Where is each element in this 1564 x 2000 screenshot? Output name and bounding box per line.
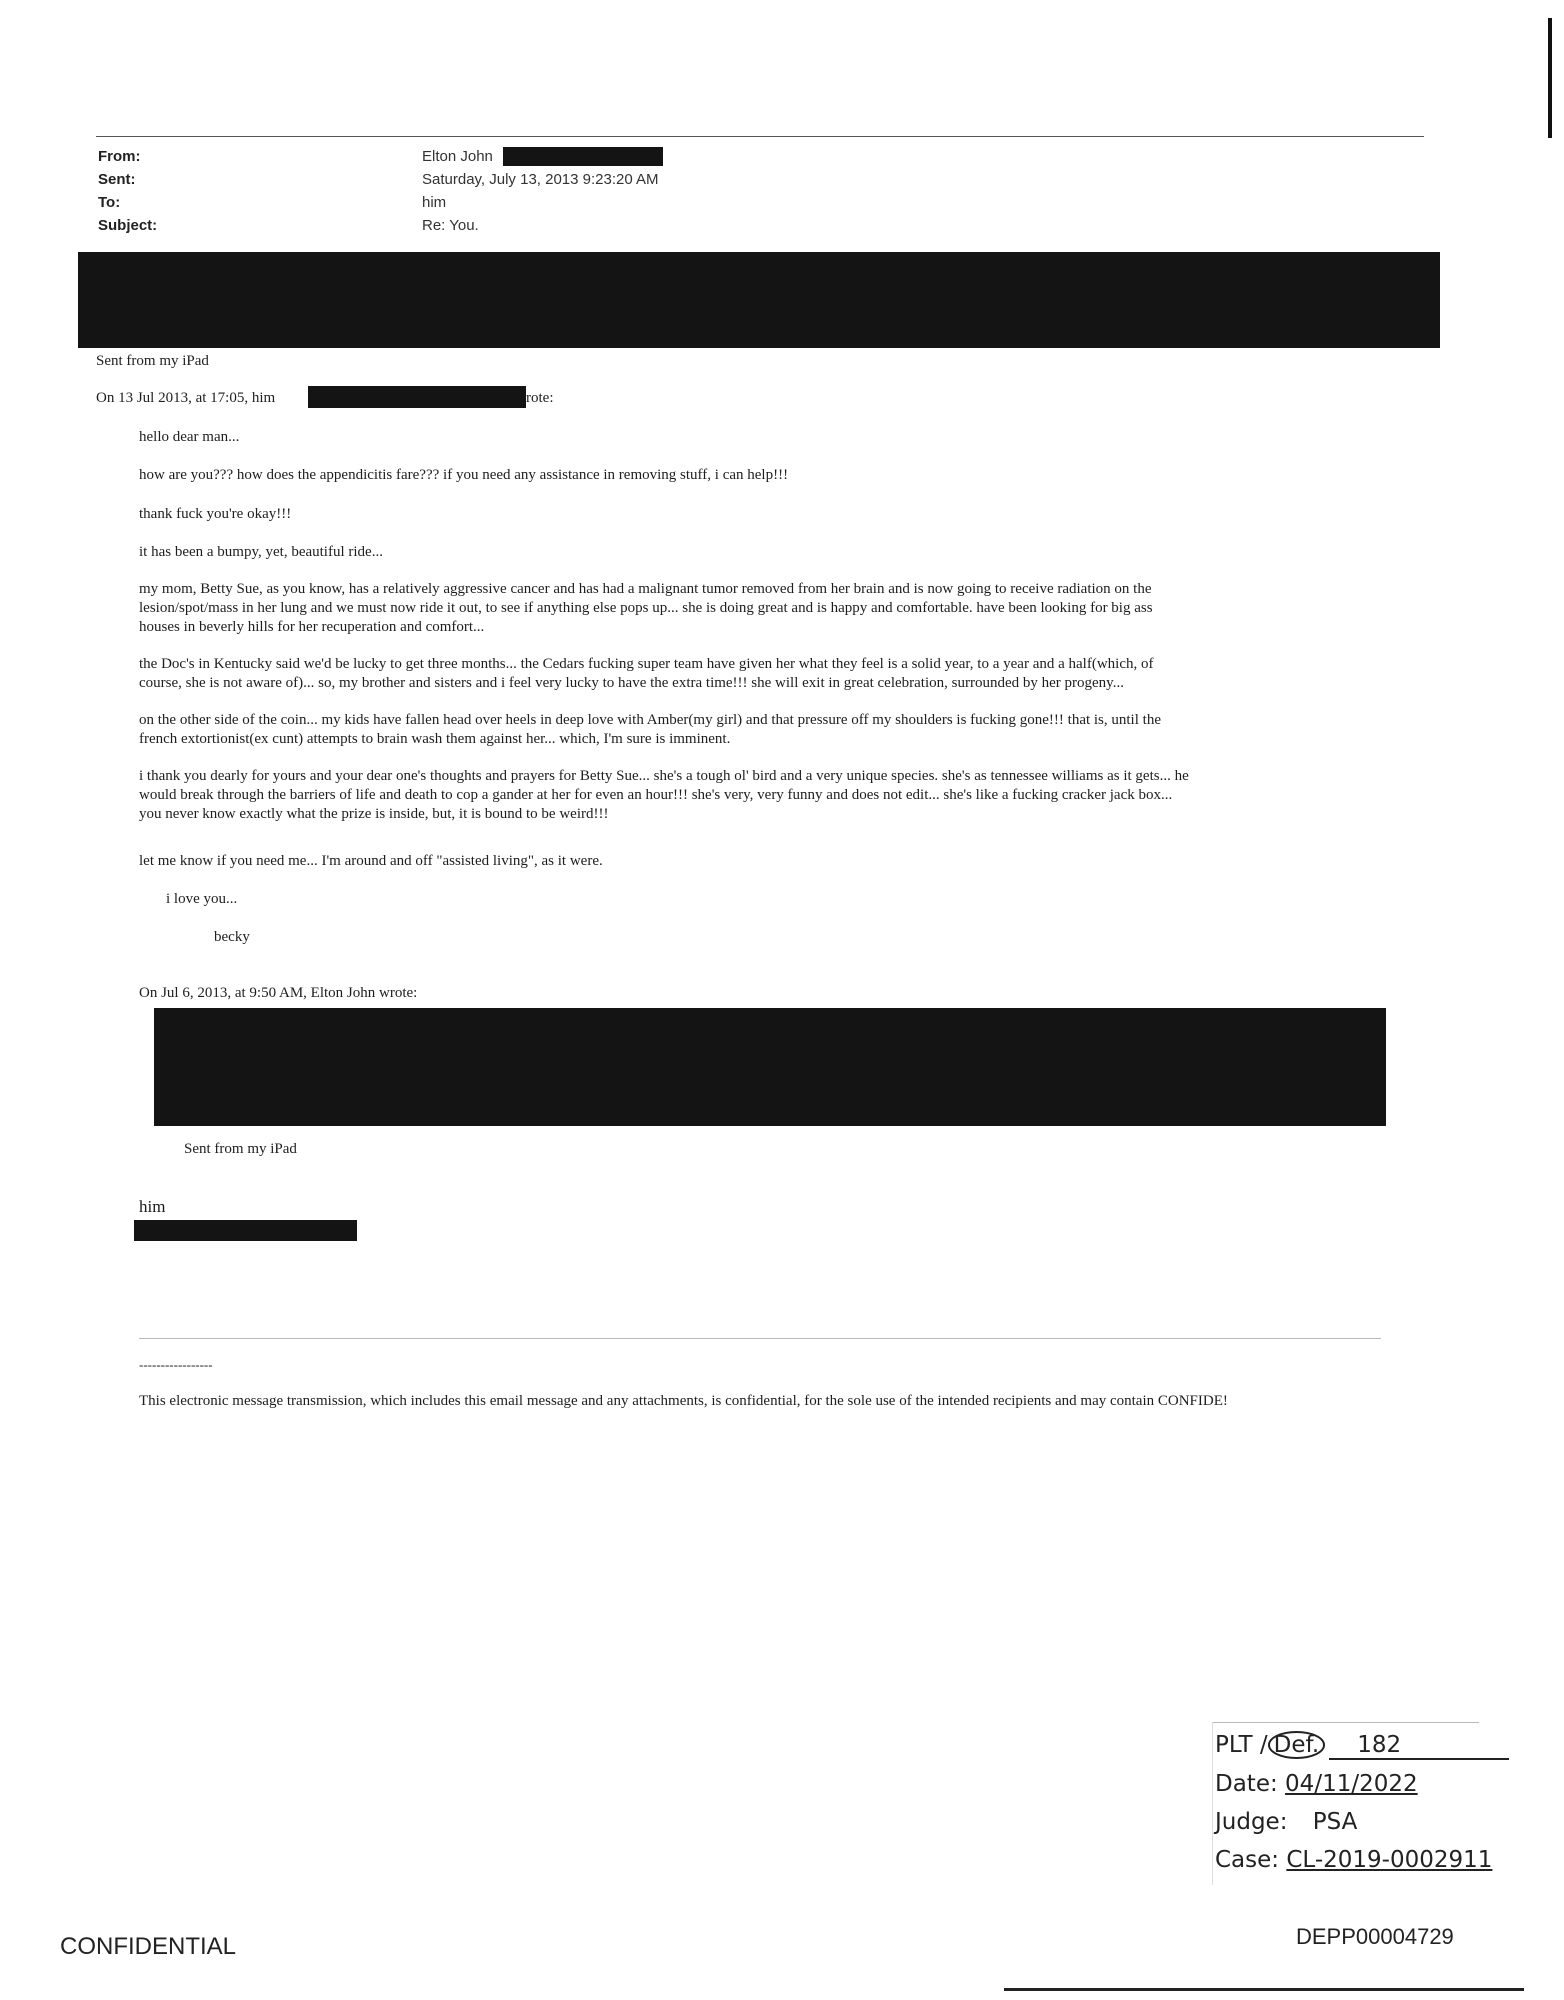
to-label: To: xyxy=(98,194,121,211)
message-paragraph-2: thank fuck you're okay!!! xyxy=(139,506,292,522)
earlier-signature: Sent from my iPad xyxy=(184,1141,297,1157)
message-paragraph-3: it has been a bumpy, yet, beautiful ride... xyxy=(139,544,383,560)
paragraph-line: on the other side of the coin... my kids have fallen head over heels in deep love with Amber(my girl) and that pressure off my shoulders is fucking gone!!! that is, until the xyxy=(139,712,1161,728)
paragraph-line: the Doc's in Kentucky said we'd be lucky to get three months... the Cedars fucking super team have given her what they feel is a solid year, to a year and a half(which, of xyxy=(139,656,1154,672)
exhibit-case xyxy=(1215,1847,1492,1873)
exhibit-judge xyxy=(1215,1809,1357,1835)
exhibit-line-1 xyxy=(1215,1731,1509,1760)
confidential-label: CONFIDENTIAL xyxy=(60,1933,237,1960)
paragraph-line: french extortionist(ex cunt) attempts to brain wash them against her... which, I'm sure is imminent. xyxy=(139,731,731,747)
confidentiality-disclaimer: This electronic message transmission, which includes this email message and any attachments, is confidential, for the sole use of the intended recipients and may contain CONFIDE! xyxy=(139,1393,1228,1409)
subject-value: Re: You. xyxy=(422,217,479,234)
paragraph-line: my mom, Betty Sue, as you know, has a relatively aggressive cancer and has had a malignant tumor removed from her brain and is now going to receive radiation on the xyxy=(139,581,1152,597)
subject-label: Subject: xyxy=(98,217,158,234)
footer-dashes: ----------------- xyxy=(139,1357,213,1372)
message-paragraph-4 xyxy=(139,580,1439,637)
redaction-from-email xyxy=(503,147,663,166)
date-value: 04/11/2022 xyxy=(1285,1771,1418,1797)
message-paragraph-7 xyxy=(139,767,1439,824)
scan-edge-line xyxy=(1548,18,1552,138)
exhibit-stamp xyxy=(1212,1722,1493,1885)
redaction-earlier-body xyxy=(154,1008,1386,1126)
message-paragraph-8: let me know if you need me... I'm around and off "assisted living", as it were. xyxy=(139,853,603,869)
sig-name: him xyxy=(139,1197,166,1216)
message-greeting: hello dear man... xyxy=(139,429,240,445)
quoted-intro-prefix: On 13 Jul 2013, at 17:05, him xyxy=(96,390,276,406)
paragraph-line: course, she is not aware of)... so, my brother and sisters and i feel very lucky to have the extra time!!! she will exit in great celebration, surrounded by her progeny... xyxy=(139,675,1124,691)
earlier-intro: On Jul 6, 2013, at 9:50 AM, Elton John wrote: xyxy=(139,985,418,1001)
sent-label: Sent: xyxy=(98,171,136,188)
from-value: Elton John xyxy=(422,148,493,165)
sent-value: Saturday, July 13, 2013 9:23:20 AM xyxy=(422,171,659,188)
case-value: CL-2019-0002911 xyxy=(1286,1847,1493,1873)
judge-label: Judge: xyxy=(1215,1809,1288,1835)
message-paragraph-1: how are you??? how does the appendicitis fare??? if you need any assistance in removing stuff, i can help!!! xyxy=(139,467,789,483)
def-circled: Def. xyxy=(1268,1731,1326,1759)
case-label: Case: xyxy=(1215,1847,1280,1873)
reply-signature: Sent from my iPad xyxy=(96,353,209,369)
redaction-sig-contact xyxy=(134,1220,357,1241)
header-rule xyxy=(96,136,1424,137)
message-paragraph-5 xyxy=(139,655,1439,693)
date-label: Date: xyxy=(1215,1771,1278,1797)
judge-value: PSA xyxy=(1312,1809,1358,1835)
exhibit-date xyxy=(1215,1771,1418,1797)
footer-divider xyxy=(139,1338,1381,1339)
paragraph-line: you never know exactly what the prize is inside, but, it is bound to be weird!!! xyxy=(139,806,609,822)
exhibit-number: 182 xyxy=(1357,1732,1402,1758)
redaction-reply-body xyxy=(78,252,1440,348)
paragraph-line: lesion/spot/mass in her lung and we must now ride it out, to see if anything else pops up... she is doing great and is happy and comfortable. have been looking for big ass xyxy=(139,600,1153,616)
bates-number: DEPP00004729 xyxy=(1296,1924,1454,1949)
paragraph-line: houses in beverly hills for her recuperation and comfort... xyxy=(139,619,485,635)
quoted-intro-suffix: rote: xyxy=(526,390,554,406)
message-closing: i love you... xyxy=(166,891,238,907)
paragraph-line: i thank you dearly for yours and your dear one's thoughts and prayers for Betty Sue... she's a tough ol' bird and a very unique species. she's as tennessee williams as it gets... he xyxy=(139,768,1189,784)
from-label: From: xyxy=(98,148,141,165)
paragraph-line: would break through the barriers of life and death to cop a gander at her for even an hour!!! she's very, very funny and does not edit... she's like a fucking cracker jack box... xyxy=(139,787,1173,803)
redaction-sender-email xyxy=(308,386,526,408)
bottom-scan-line xyxy=(1004,1988,1524,1991)
plt-label: PLT / xyxy=(1215,1732,1268,1758)
message-signoff-name: becky xyxy=(214,929,250,945)
to-value: him xyxy=(422,194,447,211)
message-paragraph-6 xyxy=(139,711,1439,749)
